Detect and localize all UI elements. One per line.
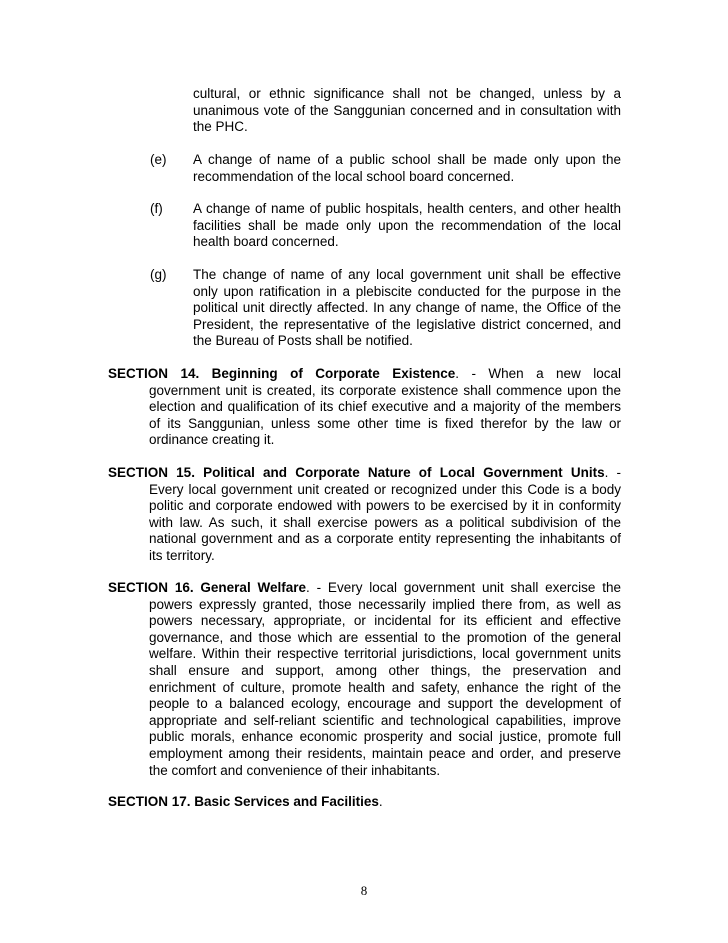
section-first-line xyxy=(108,465,621,482)
section-body: Every local government unit created or recognized under this Code is a body politic and corporate endowed with powers to be exercised by it in conformity with law. As such, it shall exercise powers as a political subdivision of the national government and as a corporate entity representing the inhabitants of its territory. xyxy=(149,481,621,563)
list-item-text: A change of name of public hospitals, health centers, and other health facilities shall be made only upon the recommendation of the local health board concerned. xyxy=(193,201,621,250)
section-15 xyxy=(108,465,621,565)
section-first-line xyxy=(108,794,621,811)
section-intro: . xyxy=(378,794,383,809)
section-body: powers expressly granted, those necessarily implied there from, as well as powers necessary, appropriate, or incidental for its efficient and effective governance, and those which are essential to the promotion of the general welfare. Within their respective territorial jurisdictions, local government units shall ensure and support, among other things, the preservation and enrichment of culture, promote health and safety, enhance the right of the people to a balanced ecology, encourage and support the development of appropriate and self-reliant scientific and technological capabilities, improve public morals, enhance economic prosperity and social justice, promote full employment among their residents, maintain peace and order, and preserve the comfort and convenience of their inhabitants. xyxy=(149,596,621,778)
section-body: government unit is created, its corporate existence shall commence upon the election and qualification of its chief executive and a majority of the members of its Sanggunian, unless some other time is fixed therefor by the law or ordinance creating it. xyxy=(149,382,621,448)
section-heading: SECTION 16. General Welfare xyxy=(108,580,307,595)
list-item-g xyxy=(150,267,621,350)
list-item-f xyxy=(150,201,621,251)
list-item-label: (f) xyxy=(150,201,163,216)
list-item-label: (e) xyxy=(150,152,167,167)
section-16 xyxy=(108,580,621,779)
list-item-e xyxy=(150,152,621,185)
section-intro: . - When a new local xyxy=(455,366,621,381)
section-intro: . - Every local government unit shall exercise the xyxy=(306,580,621,595)
section-17 xyxy=(108,794,621,811)
section-first-line xyxy=(108,580,621,597)
section-heading: SECTION 17. Basic Services and Facilities xyxy=(108,794,379,809)
section-intro: . - xyxy=(604,465,621,480)
list-item-text: A change of name of a public school shall be made only upon the recommendation of the local school board concerned. xyxy=(193,152,621,184)
page-number: 8 xyxy=(360,883,368,898)
continued-paragraph: cultural, or ethnic significance shall not be changed, unless by a unanimous vote of the Sanggunian concerned and in consultation with the PHC. xyxy=(193,86,621,135)
list-item-label: (g) xyxy=(150,267,167,282)
list-item-text: The change of name of any local government unit shall be effective only upon ratification in a plebiscite conducted for the purpose in the political unit directly affected. In any change of name, the Office of the President, the representative of the legislative district concerned, and the Bureau of Posts shall be notified. xyxy=(193,267,621,349)
section-14 xyxy=(108,366,621,449)
section-heading: SECTION 14. Beginning of Corporate Existence xyxy=(108,366,456,381)
section-heading: SECTION 15. Political and Corporate Nature of Local Government Units xyxy=(108,465,605,480)
section-first-line xyxy=(108,366,621,383)
